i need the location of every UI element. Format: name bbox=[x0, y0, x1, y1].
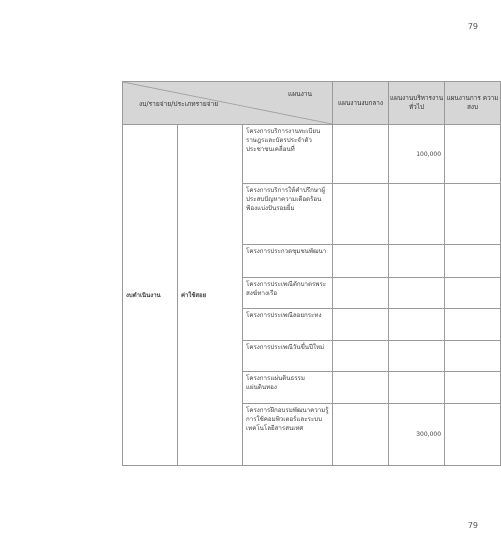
general-admin-amount: 300,000 bbox=[389, 404, 445, 466]
budget-table-wrapper bbox=[122, 81, 499, 470]
general-admin-amount bbox=[389, 184, 445, 245]
general-admin-amount: 100,000 bbox=[389, 125, 445, 184]
partial-amount bbox=[445, 184, 501, 245]
project-cell: โครงการประเพณีลอยกระทง bbox=[243, 309, 333, 341]
partial-amount bbox=[445, 125, 501, 184]
table-row bbox=[123, 125, 501, 184]
project-cell: โครงการแผ่นดินธรรมแผ่นดินทอง bbox=[243, 372, 333, 404]
header-diagonal-cell bbox=[123, 82, 333, 125]
project-cell: โครงการบริการให้คำปรึกษาผู้ประสบปัญหาความเดือดร้อน ฟ้องแบ่งปันรอยยิ้ม bbox=[243, 184, 333, 245]
general-admin-amount bbox=[389, 309, 445, 341]
central-amount bbox=[333, 125, 389, 184]
budget-table bbox=[122, 81, 501, 466]
central-amount bbox=[333, 245, 389, 278]
header-general-admin-plan: แผนงานบริหารงานทั่วไป bbox=[389, 82, 445, 125]
project-cell: โครงการประเพณีวันขึ้นปีใหม่ bbox=[243, 341, 333, 372]
page-number-top: 79 bbox=[467, 22, 478, 31]
header-partial-plan: แผนงานการ ความสงบ bbox=[445, 82, 501, 125]
general-admin-amount bbox=[389, 278, 445, 309]
partial-amount bbox=[445, 372, 501, 404]
partial-amount bbox=[445, 245, 501, 278]
project-cell: โครงการฝึกอบรมพัฒนาความรู้การใช้คอมพิวเตอร์และระบบเทคโนโลยีสารสนเทศ bbox=[243, 404, 333, 466]
central-amount bbox=[333, 309, 389, 341]
general-admin-amount bbox=[389, 341, 445, 372]
header-category-label: งบ/รายจ่าย/ประเภทรายจ่าย bbox=[139, 100, 219, 108]
header-plan-label: แผนงาน bbox=[287, 90, 313, 98]
expense-cell: ค่าใช้สอย bbox=[178, 125, 243, 466]
central-amount bbox=[333, 404, 389, 466]
central-amount bbox=[333, 278, 389, 309]
partial-amount bbox=[445, 341, 501, 372]
partial-amount bbox=[445, 309, 501, 341]
project-cell: โครงการประกวดชุมชนพัฒนา bbox=[243, 245, 333, 278]
general-admin-amount bbox=[389, 245, 445, 278]
project-cell: โครงการประเพณีตักบาตรพระสงฆ์ทางเรือ bbox=[243, 278, 333, 309]
central-amount bbox=[333, 372, 389, 404]
page-number-bottom: 79 bbox=[467, 521, 478, 530]
central-amount bbox=[333, 341, 389, 372]
partial-amount bbox=[445, 278, 501, 309]
budget-cell: งบดำเนินงาน bbox=[123, 125, 178, 466]
table-header-row bbox=[123, 82, 501, 125]
partial-amount bbox=[445, 404, 501, 466]
header-central-plan: แผนงานงบกลาง bbox=[333, 82, 389, 125]
central-amount bbox=[333, 184, 389, 245]
general-admin-amount bbox=[389, 372, 445, 404]
project-cell: โครงการบริการงานทะเบียนราษฎรและบัตรประจำตัวประชาชนเคลื่อนที่ bbox=[243, 125, 333, 184]
